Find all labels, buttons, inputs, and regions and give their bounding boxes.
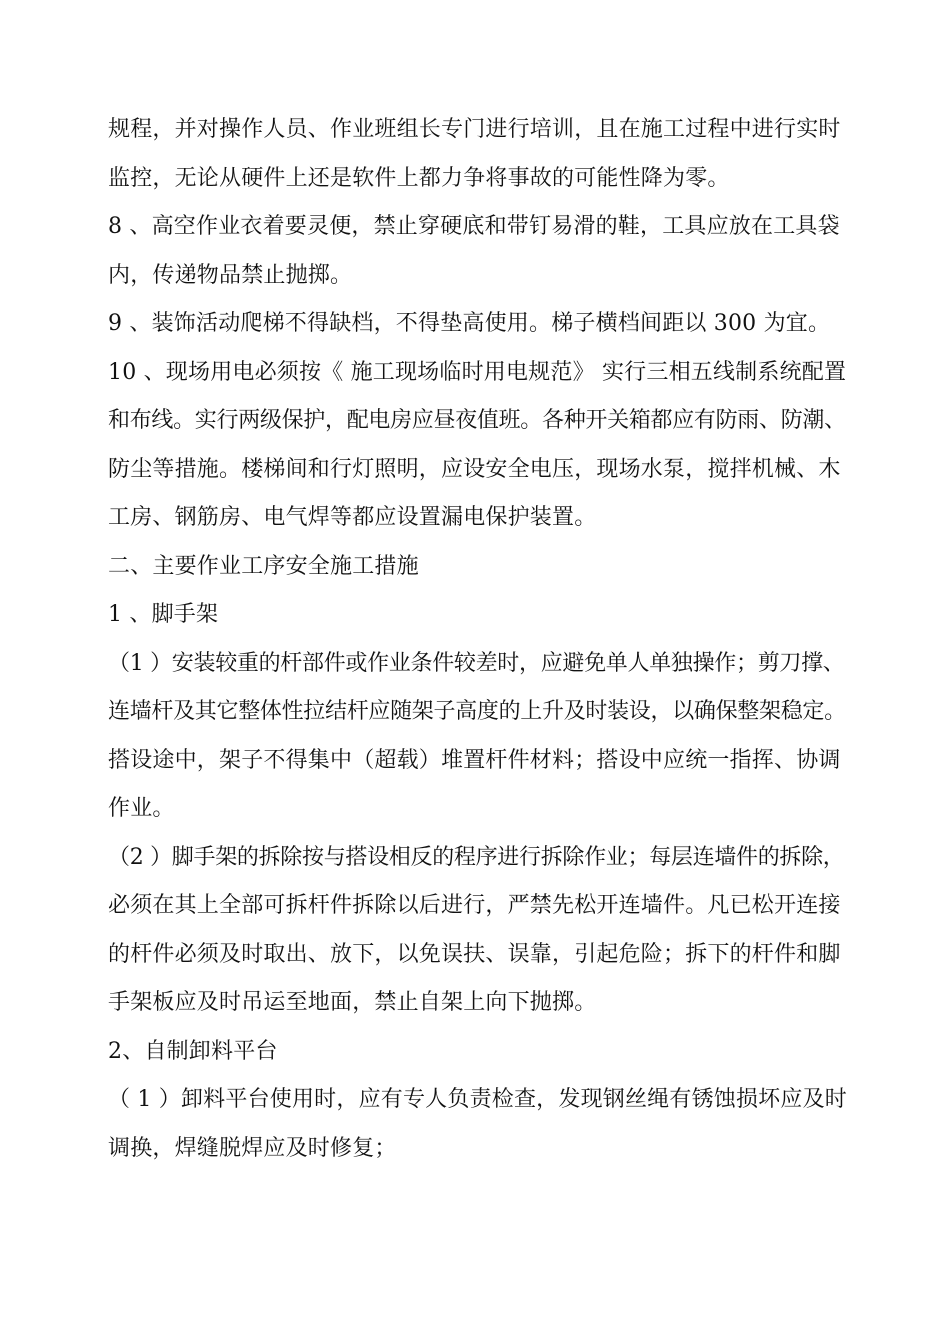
text-line: （ 1 ）卸料平台使用时，应有专人负责检查，发现钢丝绳有锈蚀损坏应及时 [108,1087,847,1112]
text-line: （1 ）安装较重的杆部件或作业条件较差时，应避免单人单独操作；剪刀撑、 [108,650,845,676]
text-line: 手架板应及时吊运至地面，禁止自架上向下抛掷。 [108,990,597,1015]
subsection-heading: 1 、脚手架 [108,602,219,627]
text-line: 作业。 [108,796,175,821]
document-body [108,110,853,1177]
text-line: 监控，无论从硬件上还是软件上都力争将事故的可能性降为零。 [108,165,730,191]
text-line: 10 、现场用电必须按《 施工现场临时用电规范》 实行三相五线制系统配置 [108,359,847,385]
text-line: 内，传递物品禁止抛掷。 [108,262,353,288]
text-line: 8 、高空作业衣着要灵便，禁止穿硬底和带钉易滑的鞋，工具应放在工具袋 [108,214,840,239]
text-line: 9 、装饰活动爬梯不得缺档，不得垫高使用。梯子横档间距以 300 为宜。 [108,311,831,336]
text-line: 调换，焊缝脱焊应及时修复； [108,1135,397,1161]
text-line: 和布线。实行两级保护，配电房应昼夜值班。各种开关箱都应有防雨、防潮、 [108,408,846,433]
text-line: 的杆件必须及时取出、放下，以免误扶、误靠，引起危险；拆下的杆件和脚 [108,941,841,967]
section-heading: 二、主要作业工序安全施工措施 [108,553,419,579]
text-line: （2 ）脚手架的拆除按与搭设相反的程序进行拆除作业；每层连墙件的拆除， [108,844,845,870]
text-line: 连墙杆及其它整体性拉结杆应随架子高度的上升及时装设，以确保整架稳定。 [108,699,846,724]
text-line: 工房、钢筋房、电气焊等都应设置漏电保护装置。 [108,505,597,530]
subsection-heading: 2、自制卸料平台 [108,1038,278,1064]
text-line: 规程，并对操作人员、作业班组长专门进行培训，且在施工过程中进行实时 [108,117,841,142]
text-line: 防尘等措施。楼梯间和行灯照明，应设安全电压，现场水泵，搅拌机械、木 [108,456,841,482]
text-line: 搭设途中，架子不得集中（超载）堆置杆件材料；搭设中应统一指挥、协调 [108,747,841,773]
text-line: 必须在其上全部可拆杆件拆除以后进行，严禁先松开连墙件。凡已松开连接 [108,893,841,918]
